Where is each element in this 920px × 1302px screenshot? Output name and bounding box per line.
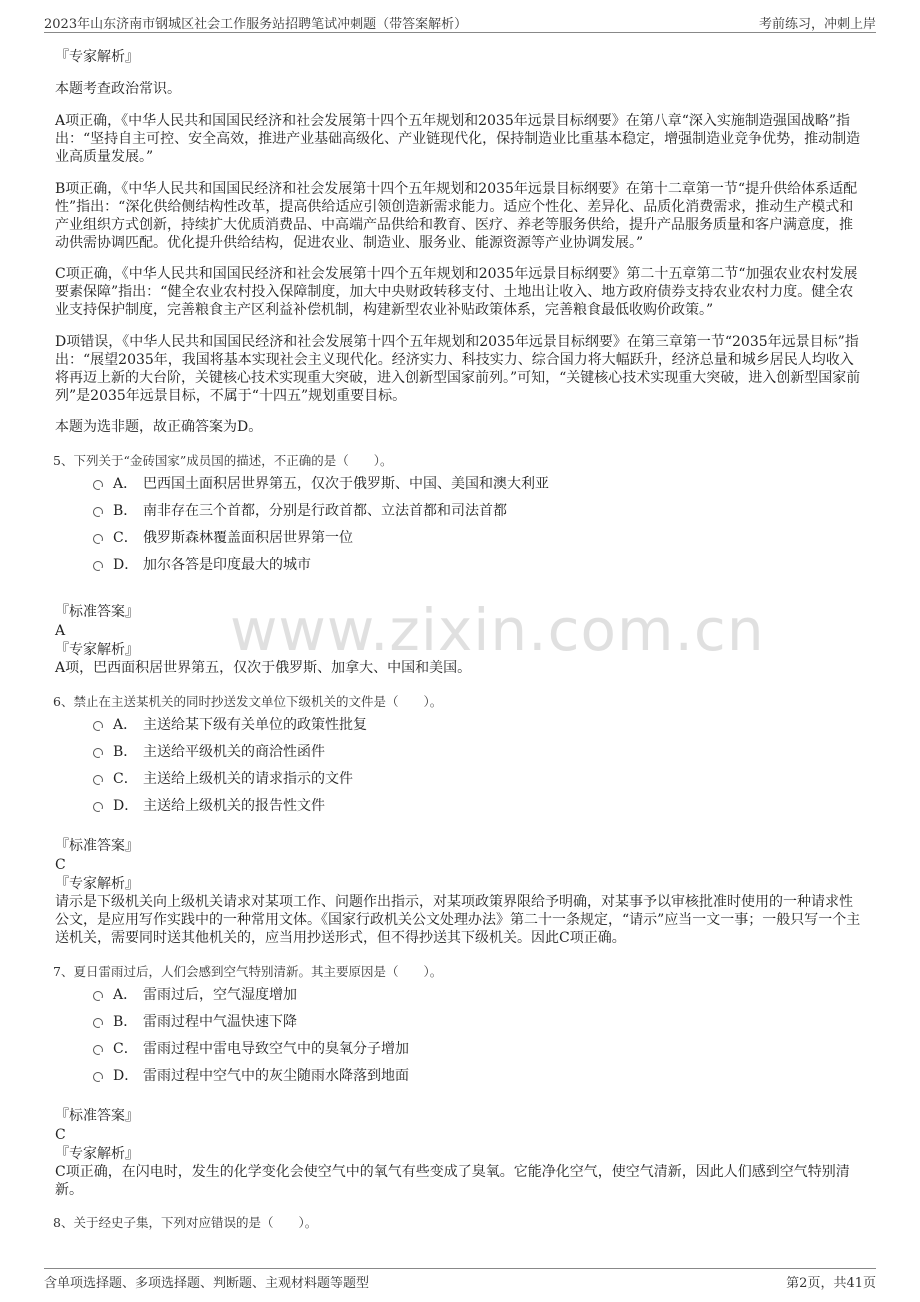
standard-answer: C <box>55 1127 66 1143</box>
watermark: www.zixin.com.cn <box>230 596 765 664</box>
option-letter: C． <box>113 1041 138 1057</box>
expert-analysis-label: 『专家解析』 <box>55 642 139 658</box>
radio-icon[interactable] <box>93 721 103 731</box>
standard-answer-label: 『标准答案』 <box>55 838 139 854</box>
page-footer <box>44 1268 876 1293</box>
header-title: 2023年山东济南市钢城区社会工作服务站招聘笔试冲刺题（带答案解析） <box>44 17 468 32</box>
radio-icon[interactable] <box>93 1072 103 1082</box>
page-header <box>44 10 876 33</box>
radio-icon[interactable] <box>93 534 103 544</box>
radio-icon[interactable] <box>93 802 103 812</box>
question-stem: 6、禁止在主送某机关的同时抄送发文单位下级机关的文件是（ ）。 <box>53 694 443 709</box>
option-letter: B． <box>113 744 138 760</box>
footer-note: 含单项选择题、多项选择题、判断题、主观材料题等题型 <box>44 1276 370 1291</box>
expert-analysis-text: C项正确，在闪电时，发生的化学变化会使空气中的氧气有些变成了臭氧。它能净化空气，使空气清新，因此人们感到空气特别清新。 <box>55 1164 850 1198</box>
expert-analysis-label: 『专家解析』 <box>55 1146 139 1162</box>
question-stem: 5、下列关于“金砖国家”成员国的描述，不正确的是（ ）。 <box>53 453 393 468</box>
analysis-option-b: B项正确，《中华人民共和国国民经济和社会发展第十四个五年规划和2035年远景目标纲要》在第十二章第一节“提升供给体系适配性”指出：“深化供给侧结构性改革，提高供给适应引领创造新需求能力。适应个性化、差异化、品质化消费需求，推动生产模式和产业组织方式创新，持续扩大优质消费品、中高端产品供给和教育、医疗、养老等服务供给，提升产品服务质量和客户满意度，推动供需协调匹配。优化提升供给结构，促进农业、制造业、服务业、能源资源等产业协调发展。” <box>55 181 858 251</box>
option-text: 雷雨过程中雷电导致空气中的臭氧分子增加 <box>143 1041 409 1057</box>
question-stem: 7、夏日雷雨过后，人们会感到空气特别清新。其主要原因是（ ）。 <box>53 964 443 979</box>
standard-answer-label: 『标准答案』 <box>55 1108 139 1124</box>
option-text: 雷雨过后，空气湿度增加 <box>143 987 297 1003</box>
analysis-option-a: A项正确，《中华人民共和国国民经济和社会发展第十四个五年规划和2035年远景目标纲要》在第八章“深入实施制造强国战略”指出：“坚持自主可控、安全高效，推进产业基础高级化、产业链现代化，保持制造业比重基本稳定，增强制造业竞争优势，推动制造业高质量发展。” <box>55 113 861 165</box>
radio-icon[interactable] <box>93 1018 103 1028</box>
page-number: 第2页，共41页 <box>786 1276 876 1291</box>
header-slogan: 考前练习，冲刺上岸 <box>758 17 876 32</box>
radio-icon[interactable] <box>93 480 103 490</box>
radio-icon[interactable] <box>93 561 103 571</box>
expert-analysis-text: A项，巴西面积居世界第五，仅次于俄罗斯、加拿大、中国和美国。 <box>55 660 472 676</box>
standard-answer: A <box>55 623 66 639</box>
option-letter: A． <box>113 987 138 1003</box>
radio-icon[interactable] <box>93 1045 103 1055</box>
analysis-intro: 本题考查政治常识。 <box>55 81 181 97</box>
option-text: 俄罗斯森林覆盖面积居世界第一位 <box>143 530 353 546</box>
analysis-conclusion: 本题为选非题，故正确答案为D。 <box>55 419 263 435</box>
option-text: 南非存在三个首都，分别是行政首都、立法首都和司法首都 <box>143 503 507 519</box>
expert-analysis-label: 『专家解析』 <box>55 876 139 892</box>
radio-icon[interactable] <box>93 775 103 785</box>
radio-icon[interactable] <box>93 991 103 1001</box>
standard-answer: C <box>55 857 66 873</box>
analysis-option-c: C项正确，《中华人民共和国国民经济和社会发展第十四个五年规划和2035年远景目标纲要》第二十五章第二节“加强农业农村发展要素保障”指出：“健全农业农村投入保障制度，加大中央财政转移支付、土地出让收入、地方政府债券支持农业农村力度。健全农业支持保护制度，完善粮食主产区利益补偿机制，构建新型农业补贴政策体系，完善粮食最低收购价政策。” <box>55 266 858 318</box>
option-letter: A． <box>113 476 138 492</box>
option-text: 雷雨过程中气温快速下降 <box>143 1014 297 1030</box>
option-letter: D． <box>113 1068 139 1084</box>
option-text: 主送给上级机关的报告性文件 <box>143 798 325 814</box>
option-text: 巴西国土面积居世界第五，仅次于俄罗斯、中国、美国和澳大利亚 <box>143 476 549 492</box>
option-letter: C． <box>113 530 138 546</box>
option-letter: C． <box>113 771 138 787</box>
option-text: 雷雨过程中空气中的灰尘随雨水降落到地面 <box>143 1068 409 1084</box>
option-letter: D． <box>113 798 139 814</box>
option-letter: A． <box>113 717 138 733</box>
radio-icon[interactable] <box>93 507 103 517</box>
expert-analysis-label: 『专家解析』 <box>55 49 139 65</box>
option-text: 主送给平级机关的商洽性函件 <box>143 744 325 760</box>
option-text: 主送给上级机关的请求指示的文件 <box>143 771 353 787</box>
analysis-option-d: D项错误，《中华人民共和国国民经济和社会发展第十四个五年规划和2035年远景目标纲要》在第三章第一节“2035年远景目标”指出：“展望2035年，我国将基本实现社会主义现代化。经济实力、科技实力、综合国力将大幅跃升，经济总量和城乡居民人均收入将再迈上新的大台阶，关键核心技术实现重大突破，进入创新型国家前列。”可知，“关键核心技术实现重大突破，进入创新型国家前列”是2035年远景目标，不属于“十四五”规划重要目标。 <box>55 334 861 404</box>
option-text: 主送给某下级有关单位的政策性批复 <box>143 717 367 733</box>
option-letter: B． <box>113 503 138 519</box>
standard-answer-label: 『标准答案』 <box>55 604 139 620</box>
option-text: 加尔各答是印度最大的城市 <box>143 557 311 573</box>
expert-analysis-text: 请示是下级机关向上级机关请求对某项工作、问题作出指示，对某项政策界限给予明确，对某事予以审核批准时使用的一种请求性公文，是应用写作实践中的一种常用文体。《国家行政机关公文处理办法》第二十一条规定，“请示”应当一文一事；一般只写一个主送机关，需要同时送其他机关的，应当用抄送形式，但不得抄送其下级机关。因此C项正确。 <box>55 894 861 946</box>
radio-icon[interactable] <box>93 748 103 758</box>
option-letter: B． <box>113 1014 138 1030</box>
question-stem: 8、关于经史子集，下列对应错误的是（ ）。 <box>53 1215 318 1230</box>
option-letter: D． <box>113 557 139 573</box>
